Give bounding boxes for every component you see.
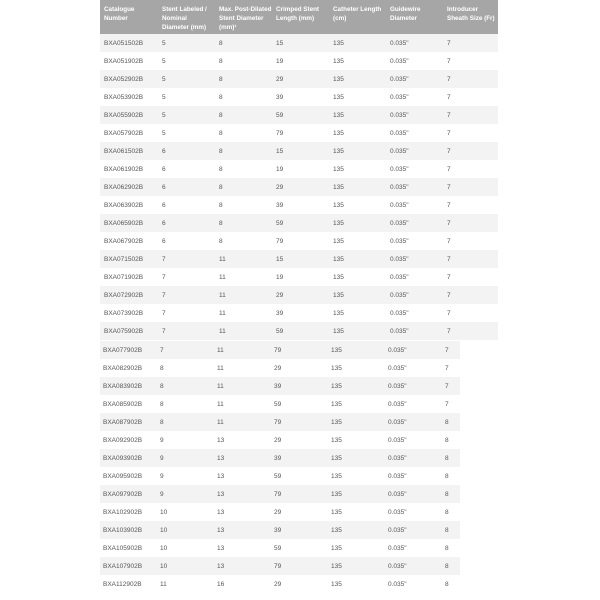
table-row [100, 575, 460, 593]
table-row [100, 124, 498, 142]
introducer-size-cell: 7 [443, 286, 498, 304]
max-post-dilated-cell: 8 [215, 178, 272, 196]
guidewire-diameter-cell: 0.035" [386, 178, 443, 196]
max-post-dilated-cell: 8 [215, 34, 272, 52]
max-post-dilated-cell: 11 [215, 286, 272, 304]
crimped-length-cell: 79 [271, 557, 328, 575]
introducer-size-cell: 7 [442, 377, 460, 395]
table-row [100, 304, 498, 322]
max-post-dilated-cell: 11 [214, 395, 271, 413]
stent-diameter-cell: 5 [158, 124, 215, 142]
stent-diameter-cell: 8 [157, 413, 214, 431]
guidewire-diameter-cell: 0.035" [385, 557, 442, 575]
guidewire-diameter-cell: 0.035" [386, 106, 443, 124]
max-post-dilated-cell: 8 [215, 142, 272, 160]
table-row [100, 52, 498, 70]
max-post-dilated-cell: 8 [215, 160, 272, 178]
guidewire-diameter-cell: 0.035" [385, 341, 442, 359]
table-row [100, 359, 460, 377]
stent-diameter-cell: 10 [157, 521, 214, 539]
crimped-length-cell: 79 [271, 485, 328, 503]
crimped-length-cell: 39 [271, 521, 328, 539]
catalogue-number-cell: BXA053902B [100, 88, 158, 106]
stent-diameter-cell: 6 [158, 196, 215, 214]
header-max-post-dilated-diameter: Max. Post-Dilated Stent Diameter (mm)¹ [215, 0, 272, 34]
introducer-size-cell: 7 [443, 214, 498, 232]
table-row [100, 449, 460, 467]
max-post-dilated-cell: 13 [214, 521, 271, 539]
guidewire-diameter-cell: 0.035" [385, 575, 442, 593]
introducer-size-cell: 7 [443, 124, 498, 142]
guidewire-diameter-cell: 0.035" [385, 413, 442, 431]
crimped-length-cell: 29 [272, 70, 329, 88]
crimped-length-cell: 59 [271, 467, 328, 485]
catheter-length-cell: 135 [328, 557, 385, 575]
stent-diameter-cell: 8 [157, 395, 214, 413]
introducer-size-cell: 7 [443, 106, 498, 124]
catheter-length-cell: 135 [328, 467, 385, 485]
guidewire-diameter-cell: 0.035" [386, 286, 443, 304]
introducer-size-cell: 7 [443, 322, 498, 340]
max-post-dilated-cell: 11 [214, 341, 271, 359]
max-post-dilated-cell: 13 [214, 467, 271, 485]
table-row [100, 377, 460, 395]
stent-diameter-cell: 6 [158, 232, 215, 250]
crimped-length-cell: 79 [271, 341, 328, 359]
catalogue-number-cell: BXA061502B [100, 142, 158, 160]
crimped-length-cell: 29 [271, 575, 328, 593]
stent-diameter-cell: 10 [157, 557, 214, 575]
max-post-dilated-cell: 11 [215, 304, 272, 322]
table-row [100, 70, 498, 88]
catheter-length-cell: 135 [329, 268, 386, 286]
stent-diameter-cell: 6 [158, 214, 215, 232]
max-post-dilated-cell: 8 [215, 88, 272, 106]
guidewire-diameter-cell: 0.035" [386, 214, 443, 232]
guidewire-diameter-cell: 0.035" [386, 124, 443, 142]
guidewire-diameter-cell: 0.035" [385, 359, 442, 377]
catheter-length-cell: 135 [329, 142, 386, 160]
table-header-row [100, 0, 498, 34]
guidewire-diameter-cell: 0.035" [386, 52, 443, 70]
catheter-length-cell: 135 [328, 485, 385, 503]
guidewire-diameter-cell: 0.035" [385, 395, 442, 413]
guidewire-diameter-cell: 0.035" [386, 268, 443, 286]
guidewire-diameter-cell: 0.035" [386, 196, 443, 214]
catalogue-number-cell: BXA062902B [100, 178, 158, 196]
stent-diameter-cell: 10 [157, 539, 214, 557]
introducer-size-cell: 7 [442, 359, 460, 377]
introducer-size-cell: 7 [442, 341, 460, 359]
stent-diameter-cell: 6 [158, 142, 215, 160]
crimped-length-cell: 59 [271, 395, 328, 413]
catalogue-number-cell: BXA102902B [100, 503, 157, 521]
introducer-size-cell: 7 [443, 142, 498, 160]
catalogue-number-cell: BXA051902B [100, 52, 158, 70]
specs-table-upper [100, 0, 498, 340]
introducer-size-cell: 8 [442, 575, 460, 593]
crimped-length-cell: 29 [271, 503, 328, 521]
stent-diameter-cell: 7 [157, 341, 214, 359]
introducer-size-cell: 7 [443, 88, 498, 106]
catalogue-number-cell: BXA071902B [100, 268, 158, 286]
catheter-length-cell: 135 [329, 106, 386, 124]
header-catheter-length: Catheter Length (cm) [329, 0, 386, 34]
table-row [100, 232, 498, 250]
max-post-dilated-cell: 11 [214, 377, 271, 395]
introducer-size-cell: 8 [442, 521, 460, 539]
catheter-length-cell: 135 [328, 359, 385, 377]
catalogue-number-cell: BXA095902B [100, 467, 157, 485]
guidewire-diameter-cell: 0.035" [385, 467, 442, 485]
header-catalogue-number: Catalogue Number [100, 0, 158, 34]
catheter-length-cell: 135 [329, 196, 386, 214]
catalogue-number-cell: BXA097902B [100, 485, 157, 503]
guidewire-diameter-cell: 0.035" [386, 70, 443, 88]
stent-diameter-cell: 7 [158, 304, 215, 322]
crimped-length-cell: 39 [272, 196, 329, 214]
table-row [100, 196, 498, 214]
catheter-length-cell: 135 [328, 575, 385, 593]
table-row [100, 341, 460, 359]
crimped-length-cell: 39 [272, 88, 329, 106]
max-post-dilated-cell: 8 [215, 70, 272, 88]
introducer-size-cell: 8 [442, 503, 460, 521]
crimped-length-cell: 59 [272, 322, 329, 340]
table-row [100, 34, 498, 52]
catheter-length-cell: 135 [328, 377, 385, 395]
stent-diameter-cell: 8 [157, 359, 214, 377]
crimped-length-cell: 15 [272, 142, 329, 160]
table-row [100, 178, 498, 196]
catheter-length-cell: 135 [329, 124, 386, 142]
catalogue-number-cell: BXA093902B [100, 449, 157, 467]
stent-diameter-cell: 7 [158, 286, 215, 304]
guidewire-diameter-cell: 0.035" [386, 250, 443, 268]
guidewire-diameter-cell: 0.035" [385, 521, 442, 539]
stent-diameter-cell: 9 [157, 467, 214, 485]
stent-diameter-cell: 6 [158, 160, 215, 178]
header-stent-labeled-diameter: Stent Labeled / Nominal Diameter (mm) [158, 0, 215, 34]
catheter-length-cell: 135 [329, 214, 386, 232]
max-post-dilated-cell: 11 [214, 413, 271, 431]
catheter-length-cell: 135 [329, 160, 386, 178]
guidewire-diameter-cell: 0.035" [386, 160, 443, 178]
catheter-length-cell: 135 [328, 449, 385, 467]
crimped-length-cell: 19 [272, 268, 329, 286]
catalogue-number-cell: BXA105902B [100, 539, 157, 557]
table-row [100, 503, 460, 521]
table-row [100, 485, 460, 503]
introducer-size-cell: 8 [442, 539, 460, 557]
crimped-length-cell: 29 [271, 359, 328, 377]
max-post-dilated-cell: 8 [215, 214, 272, 232]
catalogue-number-cell: BXA067902B [100, 232, 158, 250]
stent-diameter-cell: 10 [157, 503, 214, 521]
catheter-length-cell: 135 [328, 395, 385, 413]
header-guidewire-diameter: Guidewire Diameter [386, 0, 443, 34]
catheter-length-cell: 135 [329, 88, 386, 106]
stent-diameter-cell: 7 [158, 268, 215, 286]
introducer-size-cell: 7 [443, 70, 498, 88]
crimped-length-cell: 15 [272, 34, 329, 52]
max-post-dilated-cell: 13 [214, 431, 271, 449]
catalogue-number-cell: BXA085902B [100, 395, 157, 413]
catalogue-number-cell: BXA057902B [100, 124, 158, 142]
introducer-size-cell: 7 [442, 395, 460, 413]
max-post-dilated-cell: 8 [215, 124, 272, 142]
crimped-length-cell: 29 [271, 431, 328, 449]
crimped-length-cell: 39 [272, 304, 329, 322]
guidewire-diameter-cell: 0.035" [386, 34, 443, 52]
max-post-dilated-cell: 13 [214, 503, 271, 521]
max-post-dilated-cell: 13 [214, 557, 271, 575]
max-post-dilated-cell: 11 [214, 359, 271, 377]
max-post-dilated-cell: 11 [215, 322, 272, 340]
table-row [100, 268, 498, 286]
introducer-size-cell: 7 [443, 34, 498, 52]
table-row [100, 557, 460, 575]
catalogue-number-cell: BXA112902B [100, 575, 157, 593]
introducer-size-cell: 7 [443, 268, 498, 286]
introducer-size-cell: 8 [442, 467, 460, 485]
introducer-size-cell: 7 [443, 232, 498, 250]
catalogue-number-cell: BXA092902B [100, 431, 157, 449]
table-row [100, 322, 498, 340]
crimped-length-cell: 29 [272, 286, 329, 304]
table-row [100, 142, 498, 160]
introducer-size-cell: 7 [443, 52, 498, 70]
table-row [100, 467, 460, 485]
catheter-length-cell: 135 [328, 413, 385, 431]
header-crimped-stent-length: Crimped Stent Length (mm) [272, 0, 329, 34]
crimped-length-cell: 39 [271, 449, 328, 467]
max-post-dilated-cell: 13 [214, 485, 271, 503]
stent-diameter-cell: 5 [158, 52, 215, 70]
stent-diameter-cell: 5 [158, 70, 215, 88]
catalogue-number-cell: BXA103902B [100, 521, 157, 539]
header-introducer-sheath-size: Introducer Sheath Size (Fr) [443, 0, 498, 34]
guidewire-diameter-cell: 0.035" [385, 449, 442, 467]
catheter-length-cell: 135 [329, 178, 386, 196]
crimped-length-cell: 59 [272, 106, 329, 124]
crimped-length-cell: 79 [272, 124, 329, 142]
table-row [100, 214, 498, 232]
catheter-length-cell: 135 [328, 431, 385, 449]
introducer-size-cell: 7 [443, 160, 498, 178]
max-post-dilated-cell: 8 [215, 52, 272, 70]
catheter-length-cell: 135 [328, 539, 385, 557]
catalogue-number-cell: BXA082902B [100, 359, 157, 377]
table-row [100, 395, 460, 413]
max-post-dilated-cell: 16 [214, 575, 271, 593]
catheter-length-cell: 135 [329, 232, 386, 250]
catalogue-number-cell: BXA072902B [100, 286, 158, 304]
introducer-size-cell: 8 [442, 449, 460, 467]
catheter-length-cell: 135 [329, 322, 386, 340]
catalogue-number-cell: BXA075902B [100, 322, 158, 340]
table-row [100, 250, 498, 268]
crimped-length-cell: 59 [271, 539, 328, 557]
crimped-length-cell: 19 [272, 160, 329, 178]
stent-diameter-cell: 9 [157, 449, 214, 467]
catalogue-number-cell: BXA055902B [100, 106, 158, 124]
guidewire-diameter-cell: 0.035" [385, 539, 442, 557]
catalogue-number-cell: BXA087902B [100, 413, 157, 431]
guidewire-diameter-cell: 0.035" [385, 377, 442, 395]
catalogue-number-cell: BXA077902B [100, 341, 157, 359]
stent-diameter-cell: 6 [158, 178, 215, 196]
max-post-dilated-cell: 11 [215, 268, 272, 286]
stent-diameter-cell: 5 [158, 34, 215, 52]
catheter-length-cell: 135 [328, 521, 385, 539]
table-row [100, 286, 498, 304]
table-row [100, 431, 460, 449]
catheter-length-cell: 135 [329, 250, 386, 268]
catalogue-number-cell: BXA052902B [100, 70, 158, 88]
introducer-size-cell: 7 [443, 304, 498, 322]
crimped-length-cell: 19 [272, 52, 329, 70]
stent-diameter-cell: 8 [157, 377, 214, 395]
introducer-size-cell: 8 [442, 485, 460, 503]
table-row [100, 521, 460, 539]
catheter-length-cell: 135 [329, 34, 386, 52]
catalogue-number-cell: BXA083902B [100, 377, 157, 395]
table-row [100, 413, 460, 431]
max-post-dilated-cell: 8 [215, 106, 272, 124]
catalogue-number-cell: BXA051502B [100, 34, 158, 52]
catheter-length-cell: 135 [329, 70, 386, 88]
guidewire-diameter-cell: 0.035" [385, 503, 442, 521]
introducer-size-cell: 8 [442, 557, 460, 575]
catheter-length-cell: 135 [328, 341, 385, 359]
table-row [100, 539, 460, 557]
catalogue-number-cell: BXA063902B [100, 196, 158, 214]
catalogue-number-cell: BXA061902B [100, 160, 158, 178]
catalogue-number-cell: BXA065902B [100, 214, 158, 232]
stent-diameter-cell: 5 [158, 88, 215, 106]
stent-diameter-cell: 9 [157, 485, 214, 503]
table-row [100, 160, 498, 178]
catalogue-number-cell: BXA073902B [100, 304, 158, 322]
catheter-length-cell: 135 [329, 286, 386, 304]
max-post-dilated-cell: 13 [214, 449, 271, 467]
stent-diameter-cell: 9 [157, 431, 214, 449]
guidewire-diameter-cell: 0.035" [386, 322, 443, 340]
guidewire-diameter-cell: 0.035" [385, 431, 442, 449]
crimped-length-cell: 29 [272, 178, 329, 196]
introducer-size-cell: 7 [443, 178, 498, 196]
specs-table-lower [100, 341, 460, 593]
guidewire-diameter-cell: 0.035" [386, 142, 443, 160]
crimped-length-cell: 79 [271, 413, 328, 431]
introducer-size-cell: 7 [443, 250, 498, 268]
table-row [100, 106, 498, 124]
introducer-size-cell: 8 [442, 413, 460, 431]
stent-diameter-cell: 11 [157, 575, 214, 593]
catheter-length-cell: 135 [328, 503, 385, 521]
crimped-length-cell: 39 [271, 377, 328, 395]
stent-diameter-cell: 5 [158, 106, 215, 124]
catalogue-number-cell: BXA071502B [100, 250, 158, 268]
introducer-size-cell: 7 [443, 196, 498, 214]
table-row [100, 88, 498, 106]
guidewire-diameter-cell: 0.035" [386, 232, 443, 250]
stent-diameter-cell: 7 [158, 322, 215, 340]
crimped-length-cell: 59 [272, 214, 329, 232]
guidewire-diameter-cell: 0.035" [385, 485, 442, 503]
introducer-size-cell: 8 [442, 431, 460, 449]
catalogue-number-cell: BXA107902B [100, 557, 157, 575]
guidewire-diameter-cell: 0.035" [386, 304, 443, 322]
catheter-length-cell: 135 [329, 52, 386, 70]
stent-diameter-cell: 7 [158, 250, 215, 268]
max-post-dilated-cell: 8 [215, 196, 272, 214]
max-post-dilated-cell: 13 [214, 539, 271, 557]
catheter-length-cell: 135 [329, 304, 386, 322]
max-post-dilated-cell: 8 [215, 232, 272, 250]
crimped-length-cell: 15 [272, 250, 329, 268]
crimped-length-cell: 79 [272, 232, 329, 250]
max-post-dilated-cell: 11 [215, 250, 272, 268]
guidewire-diameter-cell: 0.035" [386, 88, 443, 106]
